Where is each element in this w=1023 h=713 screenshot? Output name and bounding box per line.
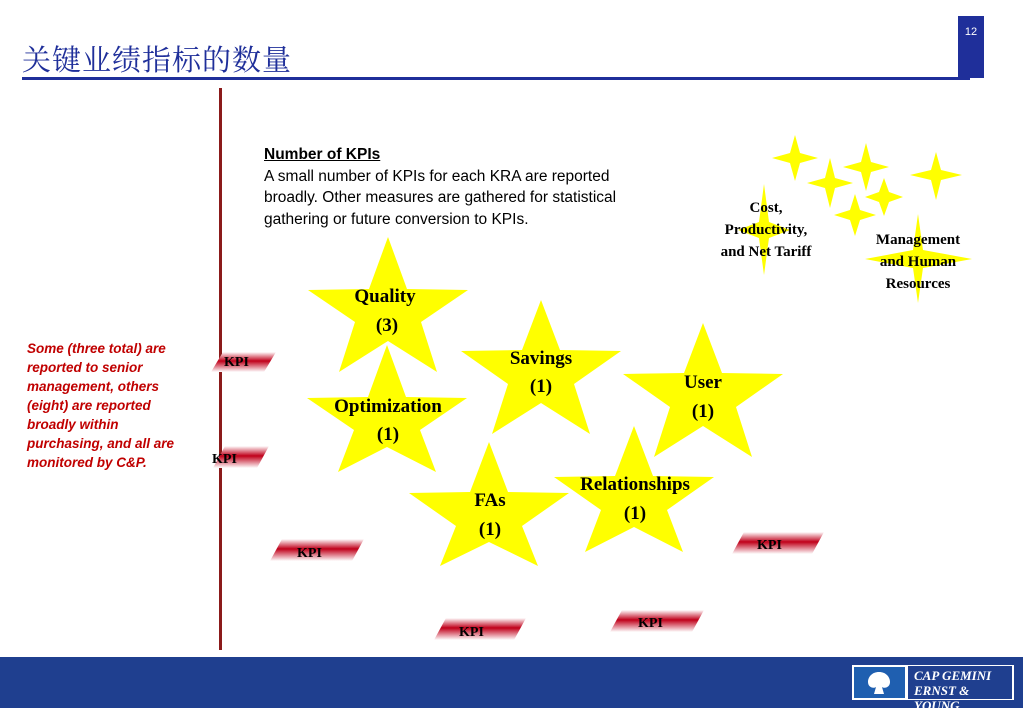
svg-text:and Net Tariff: and Net Tariff — [720, 244, 812, 260]
svg-text:Productivity,: Productivity, — [724, 222, 808, 238]
svg-text:Cost,: Cost, — [749, 200, 783, 216]
svg-text:(1): (1) — [376, 424, 400, 445]
svg-text:(1): (1) — [691, 401, 715, 422]
kpi-tag-label: KPI — [459, 625, 484, 640]
kpi-tag-label: KPI — [212, 452, 237, 467]
kpi-tag — [732, 532, 824, 554]
svg-text:Savings: Savings — [509, 348, 573, 369]
star-optimization — [307, 345, 467, 472]
logo-mark-icon — [854, 667, 905, 698]
side-note: Some (three total) are reported to senior management, others (eight) are reported broadly within purchasing, and all are monitored by C&P. — [27, 341, 175, 470]
kpi-note — [264, 144, 659, 230]
kpi-tag-label: KPI — [638, 616, 663, 631]
page-title: 关键业绩指标的数量 — [22, 43, 293, 77]
kpi-tag-label: KPI — [297, 546, 322, 561]
svg-text:Quality: Quality — [354, 286, 416, 307]
kpi-tag — [212, 446, 269, 468]
star-savings — [461, 300, 621, 434]
svg-text:(3): (3) — [375, 315, 399, 336]
kpi-tag — [610, 610, 704, 632]
svg-text:and Human: and Human — [879, 254, 957, 270]
svg-text:User: User — [684, 372, 722, 393]
kpi-tag-label: KPI — [757, 538, 782, 553]
svg-text:(1): (1) — [478, 519, 502, 540]
kpi-tag — [434, 618, 526, 640]
kpi-tag-label: KPI — [224, 355, 249, 370]
star-fas — [409, 442, 569, 566]
svg-text:FAs: FAs — [474, 490, 506, 511]
management-hr-label — [876, 232, 960, 292]
svg-text:Optimization: Optimization — [334, 396, 442, 417]
page-number: 12 — [958, 16, 984, 78]
company-logo — [851, 664, 1015, 713]
logo-text: CAP GEMINI ERNST & YOUNG — [908, 666, 1012, 699]
svg-text:Relationships: Relationships — [580, 474, 690, 495]
cost-productivity-label — [721, 200, 813, 260]
svg-text:(1): (1) — [529, 376, 553, 397]
svg-text:Management: Management — [875, 232, 961, 248]
star-user — [623, 323, 783, 457]
kpi-note-body: A small number of KPIs for each KRA are reported broadly. Other measures are gathered for statistical gathering or future conversion to KPIs. — [264, 167, 617, 228]
kpi-note-heading: Number of KPIs — [264, 146, 381, 163]
svg-text:Resources: Resources — [885, 276, 951, 292]
kpi-tag — [270, 539, 364, 561]
svg-text:(1): (1) — [623, 503, 647, 524]
kpi-tag — [211, 352, 276, 372]
star-relationships — [554, 426, 714, 552]
